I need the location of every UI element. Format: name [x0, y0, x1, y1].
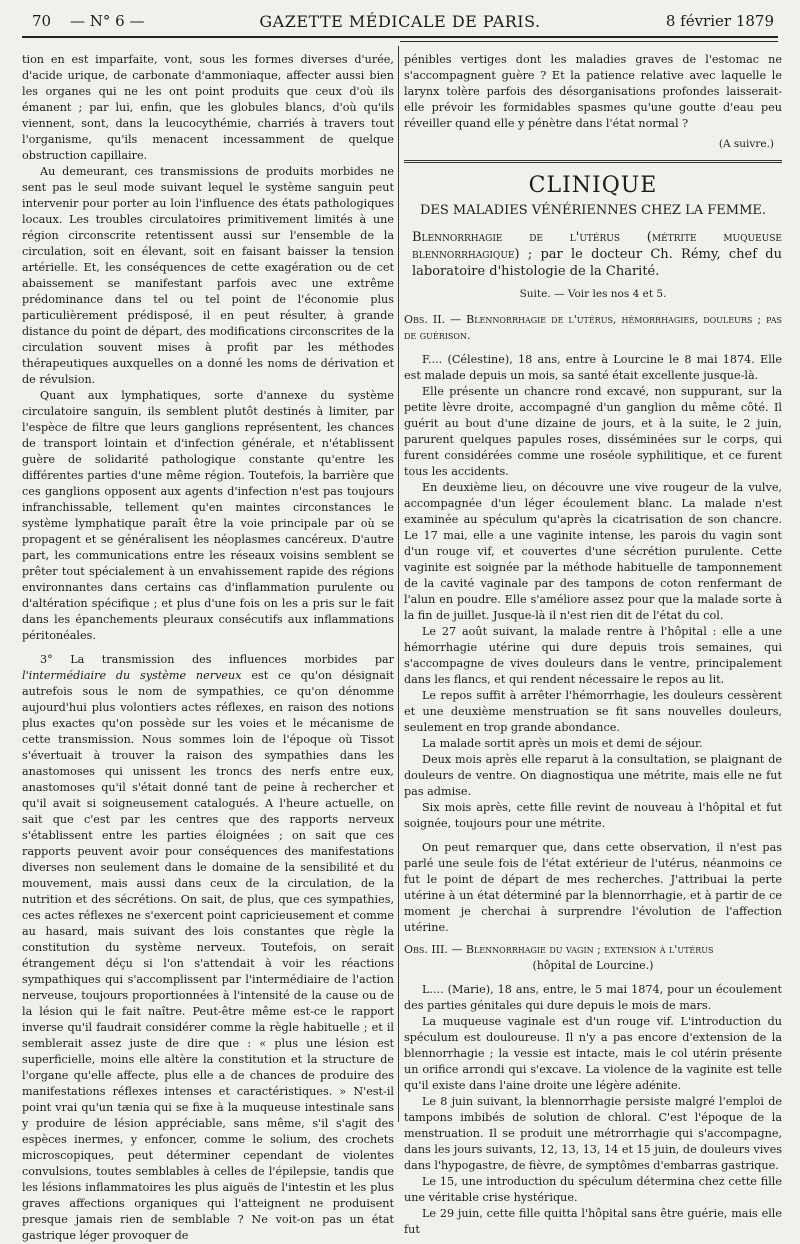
- article-title: Blennorrhagie de l'utérus (métrite muqueuse blennorrhagique) ; par le docteur Ch. Rémy, chef du laboratoire d'histologie de la Charité.: [412, 230, 782, 279]
- paragraph: L.... (Marie), 18 ans, entre, le 5 mai 1874, pour un écoulement des parties génitales qui dure depuis le mois de mars.: [404, 983, 782, 1012]
- issue-number: — N° 6 —: [70, 12, 145, 30]
- header-rule: [22, 36, 778, 38]
- page-header: [22, 6, 778, 36]
- paragraph: tion en est imparfaite, vont, sous les formes diverses d'urée, d'acide urique, de carbonate d'ammoniaque, affecter aussi bien les organes qui ne les ont point produits que ceux d'où ils émanent ; par lui, enfin, que les globules blancs, d'où qu'ils viennent, sont, dans la leucocythémie, charriés à travers tout l'organisme, qu'ils menacent incessamment de quelque obstruction capillaire.: [22, 53, 394, 162]
- paragraph: La malade sortit après un mois et demi de séjour.: [422, 737, 703, 750]
- to-be-continued: (A suivre.): [718, 138, 774, 150]
- paragraph: Quant aux lymphatiques, sorte d'annexe du système circulatoire sanguin, ils semblent plutôt destinés à limiter, par l'espèce de filtre que leurs ganglions représentent, les chances de transport lointain et d'infection générale, et n'établissent guère de solidarité pathologique constante qu'entre les différentes parties d'une même région. Toutefois, la barrière que ces ganglions opposent aux agents d'infection n'est pas toujours infranchissable, tellement qu'en maintes circonstances le système lymphatique paraît être la voie principale par où se propagent et se généralisent les néoplasmes cancéreux. D'autre part, les communications entre les réseaux voisins semblent se prêter tout spécialement à un envahissement rapide des régions environnantes dans certains cas d'inflammation purulente ou d'altération spécifique ; et plus d'une fois on les a pris sur le fait dans les épanchements pleuraux consécutifs aux inflammations péritonéales.: [22, 389, 394, 642]
- paragraph: Le 29 juin, cette fille quitta l'hôpital sans être guérie, mais elle fut: [404, 1207, 782, 1236]
- paragraph: Le 15, une introduction du spéculum détermina chez cette fille une véritable crise hystérique.: [404, 1175, 782, 1204]
- section-separator: [404, 160, 782, 163]
- section-title: CLINIQUE: [528, 173, 658, 198]
- header-rule-secondary: [400, 41, 778, 42]
- continuation-note: Suite. — Voir les nos 4 et 5.: [519, 288, 667, 300]
- column-divider: [398, 46, 399, 1122]
- right-column: [404, 52, 782, 1236]
- paragraph: pénibles vertiges dont les maladies graves de l'estomac ne s'accompagnent guère ? Et la patience relative avec laquelle le larynx tolère parfois des désorganisations profondes laisserait-elle prévoir les formidables spasmes qu'une goutte d'eau peu réveiller quand elle y pénètre dans l'état normal ?: [404, 53, 782, 130]
- newspaper-title: GAZETTE MÉDICALE DE PARIS.: [259, 12, 541, 31]
- observation-heading: Obs. III. — Blennorrhagie du vagin ; extension à l'utérus (hôpital de Lourcine.): [404, 943, 714, 972]
- paragraph: La muqueuse vaginale est d'un rouge vif. L'introduction du spéculum est douloureuse. Il n'y a pas encore d'extension de la blennorrhagie ; la vessie est intacte, mais le col utérin présente un orifice arrondi qui s'excave. La violence de la vaginite est telle qu'il existe dans l'aine droite une légère adénite.: [404, 1015, 782, 1092]
- issue-date: 8 février 1879: [665, 12, 774, 30]
- left-column: [22, 52, 394, 1242]
- paragraph: Six mois après, cette fille revint de nouveau à l'hôpital et fut soignée, toujours pour une métrite.: [404, 801, 782, 830]
- section-subtitle: DES MALADIES VÉNÉRIENNES CHEZ LA FEMME.: [419, 203, 767, 218]
- paragraph: 3° La transmission des influences morbides par l'intermédiaire du système nerveux est ce qu'on désignait autrefois sous le nom de sympathies, ce qu'on dénomme aujourd'hui plus volontiers actes réflexes, en raison des notions plus exactes qu'on possède sur les voies et le mécanisme de cette transmission. Nous sommes loin de l'époque où Tissot s'évertuait à trouver la raison des sympathies dans les anastomoses qui unissent les troncs des nerfs entre eux, anastomoses qu'il s'était donné tant de peine à rechercher et qu'il avait si soigneusement catalogués. A l'heure actuelle, on sait que c'est par les centres que des rapports nerveux s'établissent entre les parties éloignées ; on sait que ces rapports peuvent avoir pour conséquences des manifestations diverses non seulement dans le domaine de la sensibilité et du mouvement, mais aussi dans ceux de la circulation, de la nutrition et des sécrétions. On sait, de plus, que ces sympathies, ces actes réflexes ne s'exercent point capricieusement et comme au hasard, mais suivant des lois constantes que règle la constitution du système nerveux. Toutefois, on serait étrangement déçu si l'on s'attendait à voir les réactions sympathiques qui s'accomplissent par l'intermédiaire de l'action nerveuse, toujours proportionnées à l'intensité de la cause ou de la lésion qui le fait naître. Peut-être même est-ce le rapport inverse qu'il faudrait considérer comme la règle habituelle ; et il semblerait assez juste de dire que : « plus une lésion est superficielle, moins elle altère la constitution et la structure de l'organe qu'elle affecte, plus elle a de chances de produire des manifestations réflexes intenses et caractéristiques. » N'est-il point vrai qu'un tænia qui se fixe à la muqueuse intestinale sans y produire de lésion appréciable, sans même, s'il s'agit des espèces inermes, y enfoncer, comme le solium, des crochets microscopiques, peut déterminer cependant de violentes convulsions, toutes semblables à celles de l'épilepsie, tandis que les lésions inflammatoires les plus aiguës de l'intestin et les plus graves affections organiques qui l'atteignent ne produisent presque jamais rien de semblable ? Ne voit-on pas un état gastrique léger provoquer de: [22, 653, 394, 1242]
- italic-phrase: l'intermédiaire du système nerveux: [22, 669, 242, 682]
- paragraph: On peut remarquer que, dans cette observation, il n'est pas parlé une seule fois de l'état extérieur de l'utérus, néanmoins ce fut le point de départ de mes recherches. J'attribuai la perte utérine à un état déterminé par la blennorrhagie, et à partir de ce moment je cherchai à surprendre l'évolution de l'affection utérine.: [404, 841, 782, 934]
- page-number: 70: [32, 12, 52, 30]
- paragraph: Elle présente un chancre rond excavé, non suppurant, sur la petite lèvre droite, accompagné d'un ganglion du même côté. Il guérit au bout d'une dizaine de jours, et à la suite, le 2 juin, parurent quelques papules roses, disséminées sur le corps, qui furent considérées comme une roséole syphilitique, et ce furent tous les accidents.: [404, 385, 782, 478]
- observation-heading: Obs. II. — Blennorrhagie de l'utérus, hémorrhagies, douleurs ; pas de guérison.: [404, 313, 782, 342]
- paragraph: Deux mois après elle reparut à la consultation, se plaignant de douleurs de ventre. On diagnostiqua une métrite, mais elle ne fut pas admise.: [404, 753, 782, 798]
- paragraph: Le repos suffit à arrêter l'hémorrhagie, les douleurs cessèrent et une deuxième menstruation se fit sans nouvelles douleurs, seulement en trop grande abondance.: [404, 689, 782, 734]
- paragraph: En deuxième lieu, on découvre une vive rougeur de la vulve, accompagnée d'un léger écoulement blanc. La malade n'est examinée au spéculum qu'après la cicatrisation de son chancre. Le 17 mai, elle a une vaginite intense, les parois du vagin sont d'un rouge vif, et couvertes d'une sécrétion purulente. Cette vaginite est soignée par la méthode habituelle de tamponnement de la cavité vaginale par des tampons de coton renfermant de l'alun en poudre. Elle s'améliore assez pour que la malade sorte à la fin de juillet. Jusque-là il n'est rien dit de l'état du col.: [404, 481, 782, 622]
- paragraph: Le 27 août suivant, la malade rentre à l'hôpital : elle a une hémorrhagie utérine qui dure depuis trois semaines, qui s'accompagne de vives douleurs dans le ventre, principalement dans les flancs, et qui rendent nécessaire le repos au lit.: [404, 625, 782, 686]
- paragraph: Au demeurant, ces transmissions de produits morbides ne sent pas le seul mode suivant lequel le système sanguin peut intervenir pour porter au loin l'influence des états pathologiques locaux. Les troubles circulatoires primitivement limités à une région circonscrite retentissent aussi sur l'ensemble de la circulation, soit en élevant, soit en faisant baisser la tension artérielle. Et, les conséquences de cette exagération ou de cet abaissement se manifestant parfois avec une extrême prédominance dans tel ou tel point de l'économie plus particulièrement prédisposé, il en peut résulter, à grande distance du point de départ, des modifications circonscrites de la circulation souvent mises à profit par les méthodes thérapeutiques auxquelles on a donné les noms de dérivation et de révulsion.: [22, 165, 394, 386]
- paragraph: Le 8 juin suivant, la blennorrhagie persiste malgré l'emploi de tampons imbibés de solution de chloral. C'est l'époque de la menstruation. Il se produit une métrorrhagie qui s'accompagne, dans les jours suivants, 12, 13, 13, 14 et 15 juin, de douleurs vives dans l'hypogastre, de fièvre, de symptômes d'embarras gastrique.: [404, 1095, 782, 1172]
- paragraph: F.... (Célestine), 18 ans, entre à Lourcine le 8 mai 1874. Elle est malade depuis un mois, sa santé était excellente jusque-là.: [404, 353, 782, 382]
